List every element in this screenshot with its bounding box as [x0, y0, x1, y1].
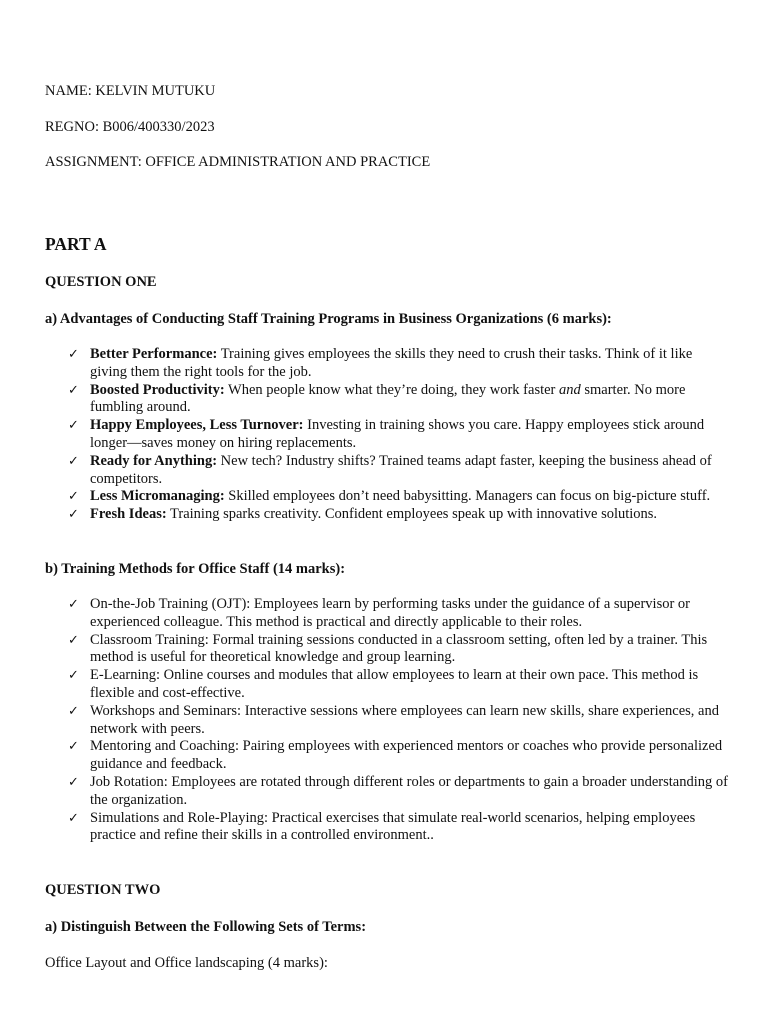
- list-item: [0, 382, 768, 418]
- item-title: Fresh Ideas:: [90, 506, 167, 523]
- item-text: smarter. No more fumbling around.: [90, 381, 686, 416]
- item-text: Job Rotation: Employees are rotated through different roles or departments to gain a broader understanding of the organization.: [90, 773, 728, 808]
- check-icon: ✓: [68, 739, 79, 755]
- check-icon: ✓: [68, 597, 79, 612]
- list-item: [0, 738, 768, 774]
- item-text: Training gives employees the skills they need to crush their tasks. Think of it like giving them the right tools for the job.: [90, 346, 693, 380]
- item-text: Investing in training shows you care. Happy employees stick around longer—saves money on hiring replacements.: [90, 417, 705, 451]
- list-item: [0, 596, 768, 632]
- question-one-a-heading: a) Advantages of Conducting Staff Training Programs in Business Organizations (6 marks):: [45, 311, 612, 327]
- check-icon: ✓: [68, 347, 79, 362]
- check-icon: ✓: [68, 507, 79, 523]
- list-item: [0, 774, 768, 810]
- question-two-a-heading: a) Distinguish Between the Following Sets of Terms:: [45, 919, 367, 935]
- check-icon: ✓: [68, 774, 79, 790]
- question-two-heading: QUESTION TWO: [45, 882, 161, 898]
- item-title: Boosted Productivity:: [90, 381, 225, 398]
- item-text: On-the-Job Training (OJT): Employees learn by performing tasks under the guidance of a supervisor or experienced colleague. This method is practical and directly applicable to their roles.: [90, 596, 691, 630]
- list-item: [0, 810, 768, 846]
- item-emphasis: and: [559, 381, 581, 398]
- check-icon: ✓: [68, 632, 79, 648]
- item-text: E-Learning: Online courses and modules that allow employees to learn at their own pace. This method is flexible and cost-effective.: [90, 667, 699, 701]
- item-text: Simulations and Role-Playing: Practical exercises that simulate real-world scenarios, helping employees practice and refine their skills in a controlled environment..: [90, 809, 696, 844]
- item-text: New tech? Industry shifts? Trained teams adapt faster, keeping the business ahead of competitors.: [90, 452, 712, 487]
- list-item: [0, 417, 768, 453]
- list-item: [0, 453, 768, 489]
- list-item: [0, 506, 768, 524]
- item-title: Less Micromanaging:: [90, 488, 225, 505]
- list-item: [0, 488, 768, 506]
- registration-number: REGNO: B006/400330/2023: [45, 119, 215, 135]
- check-icon: ✓: [68, 489, 79, 505]
- check-icon: ✓: [68, 418, 79, 434]
- question-two-subheading: Office Layout and Office landscaping (4 marks):: [45, 955, 328, 971]
- question-one-heading: QUESTION ONE: [45, 274, 157, 290]
- check-icon: ✓: [68, 453, 79, 469]
- advantages-list: [0, 346, 768, 524]
- check-icon: ✓: [68, 668, 79, 684]
- list-item: [0, 632, 768, 668]
- part-a-heading: PART A: [45, 234, 107, 254]
- item-text: When people know what they’re doing, they work faster: [224, 381, 559, 398]
- item-text: Training sparks creativity. Confident employees speak up with innovative solutions.: [166, 506, 658, 523]
- item-text: Skilled employees don’t need babysitting. Managers can focus on big-picture stuff.: [224, 488, 711, 505]
- student-name: NAME: KELVIN MUTUKU: [45, 83, 216, 99]
- item-text: Workshops and Seminars: Interactive sessions where employees can learn new skills, share experiences, and network with peers.: [90, 702, 719, 737]
- check-icon: ✓: [68, 810, 79, 826]
- assignment-title: ASSIGNMENT: OFFICE ADMINISTRATION AND PRACTICE: [45, 154, 431, 170]
- item-title: Happy Employees, Less Turnover:: [90, 417, 304, 434]
- item-text: Classroom Training: Formal training sessions conducted in a classroom setting, often led by a trainer. This method is useful for theoretical knowledge and group learning.: [90, 631, 708, 666]
- item-text: Mentoring and Coaching: Pairing employees with experienced mentors or coaches who provide personalized guidance and feedback.: [90, 738, 723, 773]
- question-one-b-heading: b) Training Methods for Office Staff (14 marks):: [45, 561, 346, 577]
- item-title: Ready for Anything:: [90, 452, 218, 469]
- item-title: Better Performance:: [90, 346, 218, 362]
- list-item: [0, 667, 768, 703]
- check-icon: ✓: [68, 703, 79, 719]
- training-methods-list: [0, 596, 768, 845]
- check-icon: ✓: [68, 382, 79, 398]
- list-item: [0, 703, 768, 739]
- list-item: [0, 346, 768, 382]
